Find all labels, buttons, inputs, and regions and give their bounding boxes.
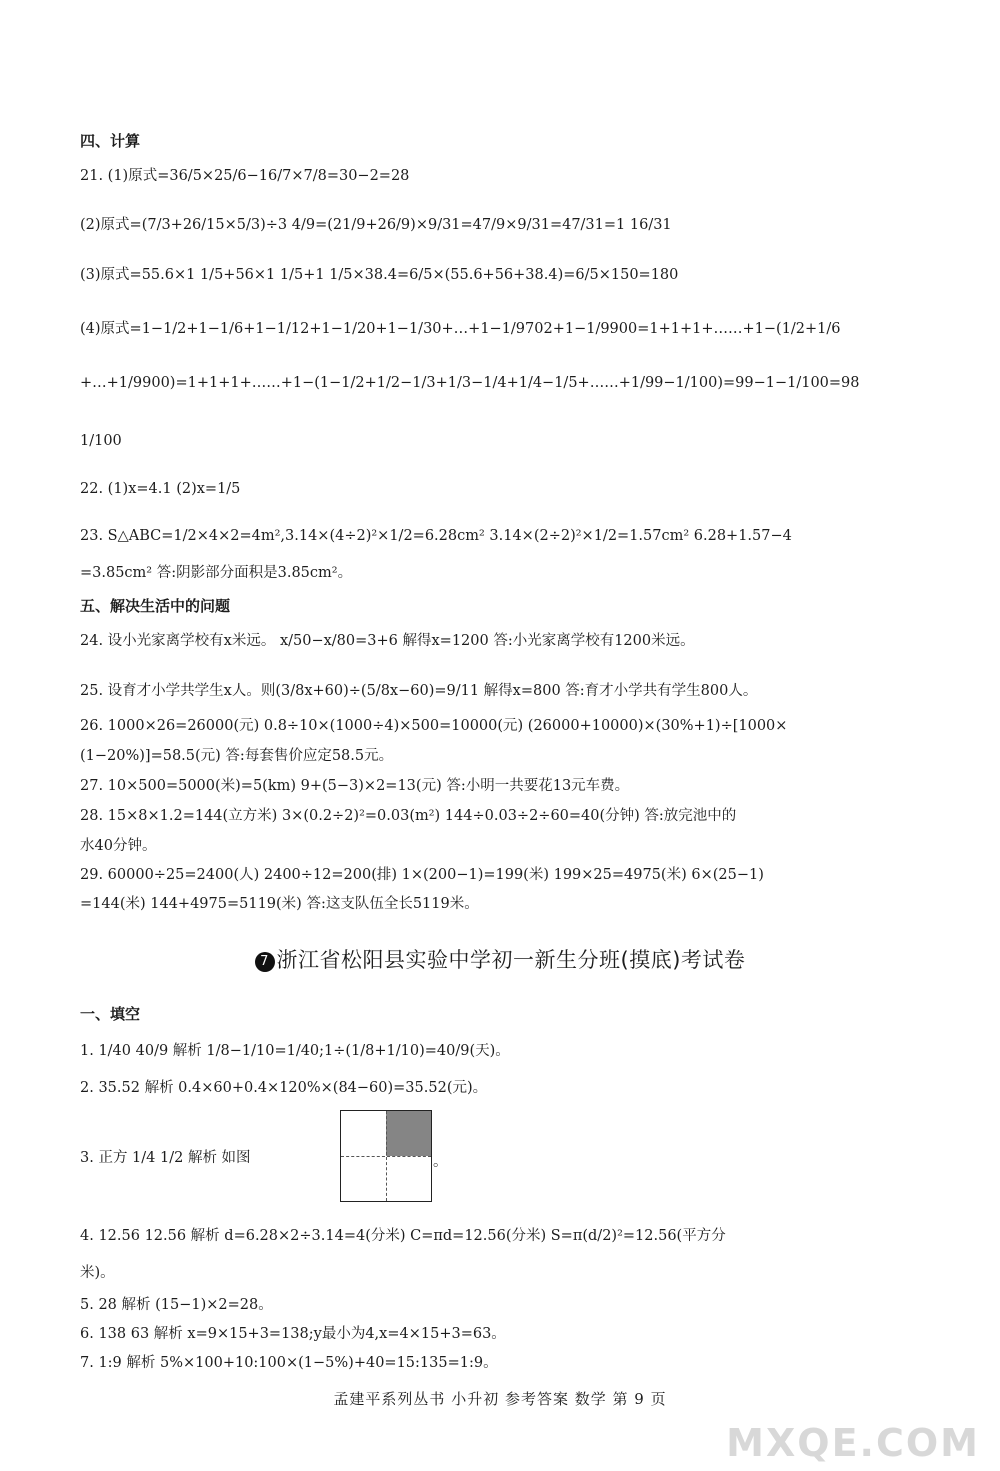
circled-number-badge: 7 [255,952,275,972]
answer-29-line2: =144(米) 144+4975=5119(米) 答:这支队伍全长5119米。 [80,896,479,912]
watermark-logo: MXQE.COM [726,1421,980,1465]
shaded-quarter [386,1111,431,1156]
answer-25: 25. 设育才小学共学生x人。则(3/8x+60)÷(5/8x−60)=9/11 解得x=800 答:育才小学共有学生800人。 [80,683,758,699]
fill-answer-3: 3. 正方 1/4 1/2 解析 如图 [80,1150,251,1166]
answer-21-4-line2: +…+1/9900)=1+1+1+……+1−(1−1/2+1/2−1/3+1/3−1/4+1/4−1/5+……+1/99−1/100)=99−1−1/100=98 [80,375,860,391]
answer-21-3: (3)原式=55.6×1 1/5+56×1 1/5+1 1/5×38.4=6/5×(55.6+56+38.4)=6/5×150=180 [80,267,679,283]
exam-title [0,944,1000,974]
answer-21-1: 21. (1)原式=36/5×25/6−16/7×7/8=30−2=28 [80,168,410,184]
section-heading-fill-blanks: 一、填空 [80,1005,141,1023]
answer-24: 24. 设小光家离学校有x米远。 x/50−x/80=3+6 解得x=1200 答:小光家离学校有1200米远。 [80,633,695,649]
answer-22: 22. (1)x=4.1 (2)x=1/5 [80,481,241,497]
fill-answer-4-line2: 米)。 [80,1265,115,1281]
section-heading-life-problems: 五、解决生活中的问题 [80,597,231,615]
answer-23-line2: =3.85cm² 答:阴影部分面积是3.85cm²。 [80,565,353,581]
answer-26-line1: 26. 1000×26=26000(元) 0.8÷10×(1000÷4)×500=10000(元) (26000+10000)×(30%+1)÷[1000× [80,718,788,734]
exam-title-text: 浙江省松阳县实验中学初一新生分班(摸底)考试卷 [276,948,746,972]
answer-28-line1: 28. 15×8×1.2=144(立方米) 3×(0.2÷2)²=0.03(m²) 144÷0.03÷2÷60=40(分钟) 答:放完池中的 [80,808,737,824]
answer-29-line1: 29. 60000÷25=2400(人) 2400÷12=200(排) 1×(200−1)=199(米) 199×25=4975(米) 6×(25−1) [80,867,764,883]
dashed-vertical-line [386,1111,387,1201]
fill-answer-1: 1. 1/40 40/9 解析 1/8−1/10=1/40;1÷(1/8+1/10)=40/9(天)。 [80,1043,510,1059]
answer-21-4-line1: (4)原式=1−1/2+1−1/6+1−1/12+1−1/20+1−1/30+…+1−1/9702+1−1/9900=1+1+1+……+1−(1/2+1/6 [80,321,841,337]
fill-answer-3-period: 。 [433,1154,448,1170]
answer-27: 27. 10×500=5000(米)=5(km) 9+(5−3)×2=13(元) 答:小明一共要花13元车费。 [80,778,630,794]
square-diagram [340,1110,432,1202]
answer-21-4-line3: 1/100 [80,433,122,449]
page-footer: 孟建平系列丛书 小升初 参考答案 数学 第 9 页 [333,1390,667,1408]
answer-21-2: (2)原式=(7/3+26/15×5/3)÷3 4/9=(21/9+26/9)×9/31=47/9×9/31=47/31=1 16/31 [80,217,672,233]
fill-answer-5: 5. 28 解析 (15−1)×2=28。 [80,1297,273,1313]
fill-answer-4-line1: 4. 12.56 12.56 解析 d=6.28×2÷3.14=4(分米) C=πd=12.56(分米) S=π(d/2)²=12.56(平方分 [80,1228,726,1244]
answer-28-line2: 水40分钟。 [80,838,157,854]
fill-answer-7: 7. 1:9 解析 5%×100+10:100×(1−5%)+40=15:135=1:9。 [80,1355,498,1371]
section-heading-calculation: 四、计算 [80,132,141,150]
answer-23-line1: 23. S△ABC=1/2×4×2=4m²,3.14×(4÷2)²×1/2=6.28cm² 3.14×(2÷2)²×1/2=1.57cm² 6.28+1.57−4 [80,528,792,544]
fill-answer-2: 2. 35.52 解析 0.4×60+0.4×120%×(84−60)=35.52(元)。 [80,1080,488,1096]
answer-26-line2: (1−20%)]=58.5(元) 答:每套售价应定58.5元。 [80,748,394,764]
fill-answer-6: 6. 138 63 解析 x=9×15+3=138;y最小为4,x=4×15+3=63。 [80,1326,506,1342]
